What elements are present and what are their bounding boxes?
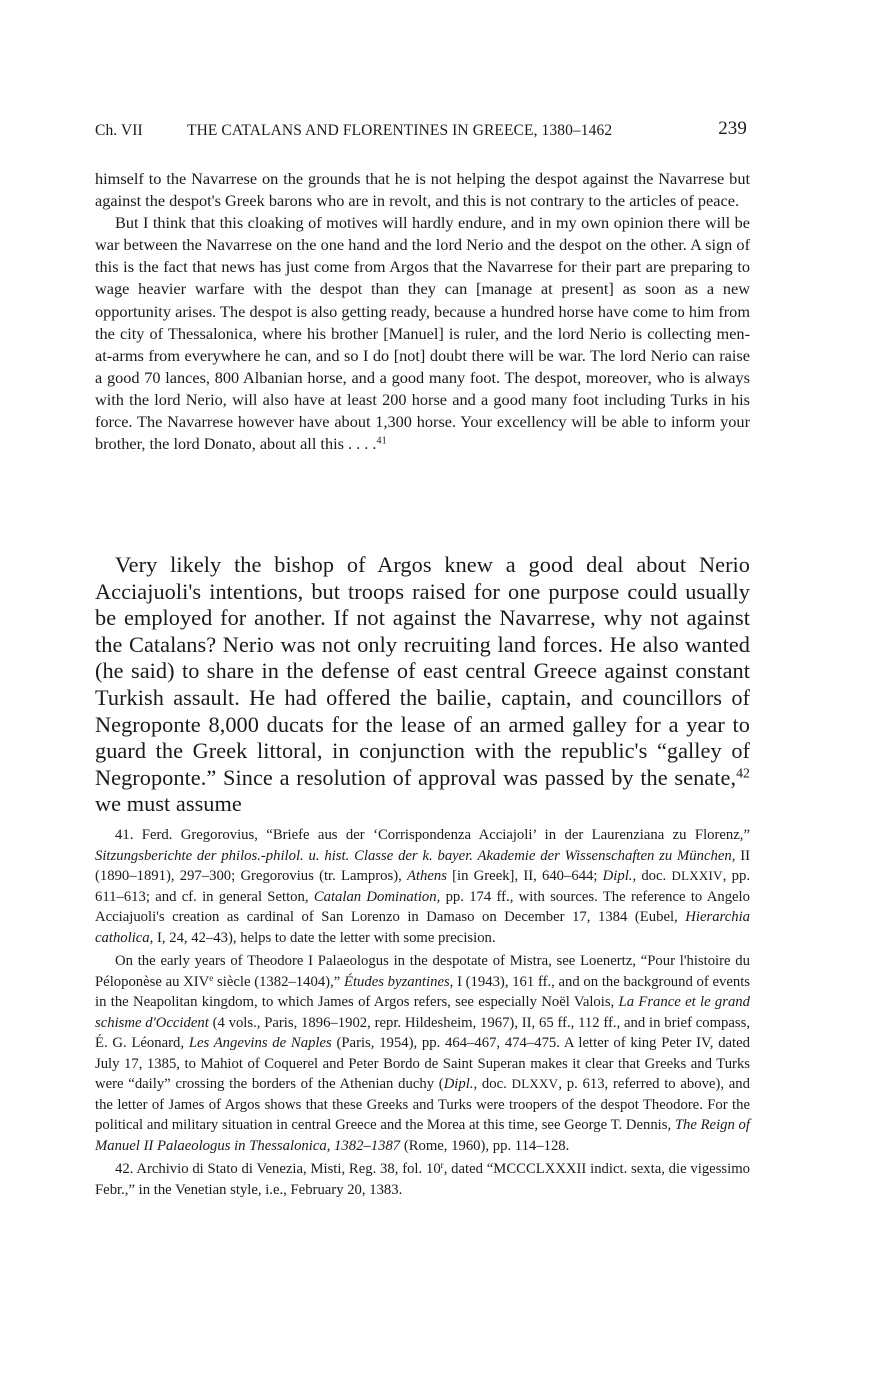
body-text (95, 552, 750, 818)
extract-paragraph: himself to the Navarrese on the grounds that he is not helping the despot against the Navarrese but against the despot's Greek barons who are in revolt, and this is not contrary to the articles of peace. (95, 169, 750, 211)
footnote-42: 42. Archivio di Stato di Venezia, Misti, Reg. 38, fol. 10$^r$, dated “MCCCLXXXII indict. sexta, die vigessimo Febr.,” in the Venetian style, i.e., February 20, 1383. (95, 1160, 750, 1198)
footnotes (95, 825, 750, 1200)
running-title: THE CATALANS AND FLORENTINES IN GREECE, 1380–1462 (187, 122, 613, 139)
chapter-label: Ch. VII (95, 122, 143, 139)
running-header (95, 120, 750, 144)
footnote-41: 41. Ferd. Gregorovius, “Briefe aus der ‘Corrispondenza Acciajoli’ in der Laurenziana zu Florenz,” Sitzungsberichte der philos.-philol. u. hist. Classe der k. bayer. Akademie der Wissenschaften zu München, II (1890–1891), 297–300; Gregorovius (tr. Lampros), Athens [in Greek], II, 640–644; Dipl., doc. DLXXIV, pp. 611–613; and cf. in general Setton, Catalan Domination, pp. 174 ff., with sources. The reference to Angelo Acciajuoli's creation as cardinal of San Lorenzo in Damaso on December 17, 1384 (Eubel, Hierarchia catholica, I, 24, 42–43), helps to date the letter with some precision. (95, 827, 750, 946)
quoted-letter-extract (95, 168, 750, 455)
extract-paragraph: But I think that this cloaking of motives will hardly endure, and in my own opinion there will be war between the Navarrese on the one hand and the lord Nerio and the despot on the other. A sign of this is the fact that news has just come from Argos that the Navarrese for their part are preparing to wage heavier warfare with the despot than they can [manage at present] as soon as a new opportunity arises. The despot is also getting ready, because a hundred horse have come to him from the city of Thessalonica, where his brother [Manuel] is ruler, and the lord Nerio is collecting men-at-arms from everywhere he can, and so I do [not] doubt there will be war. The lord Nerio can raise a good 70 lances, 800 Albanian horse, and a good many foot. The despot, moreover, who is always with the lord Nerio, will also have at least 200 horse and a good many foot including Turks in his force. The Navarrese however have about 1,300 horse. Your excellency will be able to inform your brother, the lord Donato, about all this . . . .$^{41}$ (95, 213, 750, 454)
page-number: 239 (718, 118, 747, 139)
body-paragraph: Very likely the bishop of Argos knew a good deal about Nerio Acciajuoli's intentions, but troops raised for one purpose could usually be employed for another. If not against the Navarrese, why not against the Catalans? Nerio was not only recruiting land forces. He also wanted (he said) to share in the defense of east central Greece against constant Turkish assault. He had offered the bailie, captain, and councillors of Negroponte 8,000 ducats for the lease of an armed galley for a year to guard the Greek littoral, in conjunction with the republic's “galley of Negroponte.” Since a resolution of approval was passed by the senate,$^{42}$ we must assume (95, 552, 750, 817)
footnote-ref-42[interactable]: 42 (736, 765, 750, 781)
footnote-41-continued: On the early years of Theodore I Palaeologus in the despotate of Mistra, see Loenertz, “Pour l'histoire du Péloponèse au XIVe siècle (1382–1404),” Études byzantines, I (1943), 161 ff., and on the background of events in the Neapolitan kingdom, to which James of Argos refers, see especially Noël Valois, La France et le grand schisme d'Occident (4 vols., Paris, 1896–1902, repr. Hildesheim, 1967), II, 65 ff., 112 ff., and in brief compass, É. G. Léonard, Les Angevins de Naples (Paris, 1954), pp. 464–467, 474–475. A letter of king Peter IV, dated July 17, 1385, to Mahiot of Coquerel and Peter Bordo de Saint Superan makes it clear that Greeks and Turks were “daily” crossing the borders of the Athenian duchy (Dipl., doc. DLXXV, p. 613, referred to above), and the letter of James of Argos shows that these Greeks and Turks were troopers of the despot Theodore. For the political and military situation in central Greece and the Morea at this time, see George T. Dennis, The Reign of Manuel II Palaeologus in Thessalonica, 1382–1387 (Rome, 1960), pp. 114–128. (95, 953, 751, 1154)
footnote-ref-41[interactable]: 41 (376, 435, 387, 447)
